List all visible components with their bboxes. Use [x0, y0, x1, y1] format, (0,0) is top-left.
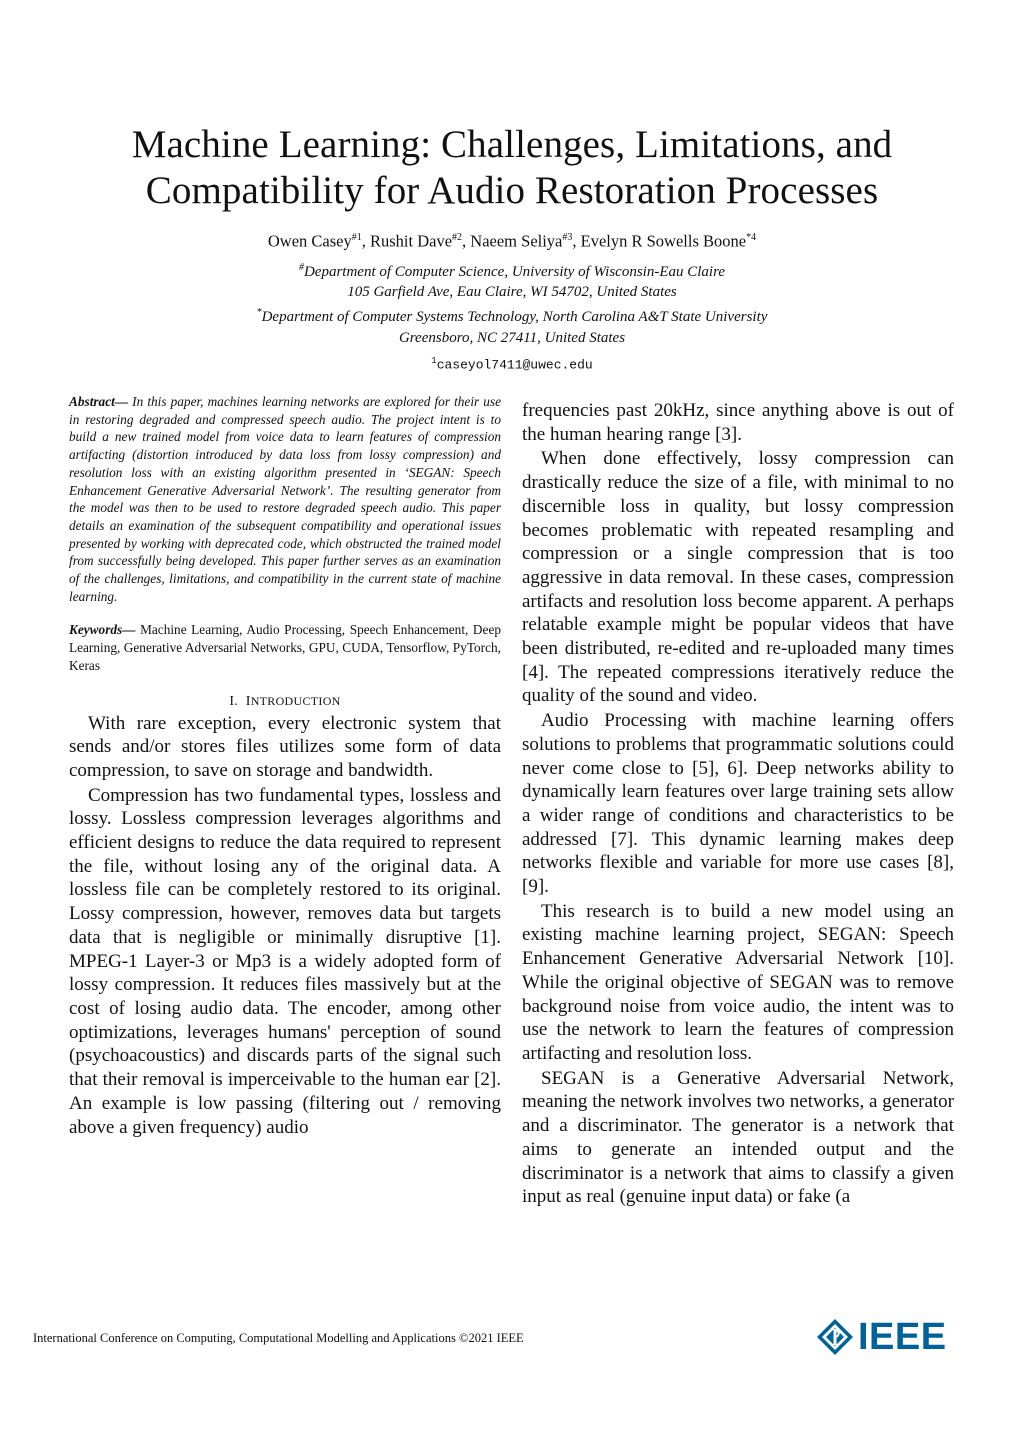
author-mark: #3 [562, 232, 573, 243]
title-line-1: Machine Learning: Challenges, Limitations, and [131, 123, 893, 166]
body-paragraph: When done effectively, lossy compression can drastically reduce the size of a file, with minimal to no discernible loss in quality, but lossy compression becomes problematic with repeated resampling and compression or a single compression that is too aggressive in data removal. In these cases, compression artifacts and resolution loss become apparent. A perhaps relatable example might be popular videos that have been distributed, re-edited and re-uploaded many times [4]. The repeated compressions iteratively reduce the quality of the sound and video. [522, 448, 954, 707]
section-number: I. [229, 693, 239, 709]
ieee-diamond-icon [816, 1318, 854, 1356]
footer-conference: International Conference on Computing, Computational Modelling and Applications ©2021 IEEE [33, 1331, 524, 1345]
author-name: Evelyn R Sowells Boone [580, 231, 747, 251]
email-mark: 1 [431, 356, 437, 366]
body-paragraph: SEGAN is a Generative Adversarial Network, meaning the network involves two networks, a generator and a discriminator. The generator is a network that aims to generate an intended output and the discriminator is a network that aims to classify a given input as real (genuine input data) or fake (a [522, 1067, 954, 1208]
body-paragraph: Compression has two fundamental types, lossless and lossy. Lossless compression leverages algorithms and efficient designs to reduce the data required to represent the file, without losing any of the original data. A lossless file can be completely restored to its original. Lossy compression, however, removes data but targets data that is negligible or minimally disruptive [1]. MPEG-1 Layer-3 or Mp3 is a widely adopted form of lossy compression. It reduces files massively but at the cost of losing audio data. The encoder, among other optimizations, leverages humans' perception of sound (psychoacoustics) and discards parts of the signal such that their removal is imperceivable to the human ear [2]. An example is low passing (filtering out / removing above a given frequency) audio [69, 784, 501, 1138]
author-name: Owen Casey [267, 231, 352, 251]
author-name: Naeem Seliya [470, 231, 563, 251]
left-column [69, 393, 501, 1140]
body-paragraph: With rare exception, every electronic system that sends and/or stores files utilizes some form of data compression, to save on storage and bandwidth. [69, 712, 501, 781]
author-email [0, 352, 1024, 374]
keywords-label: Keywords— [69, 622, 136, 638]
ieee-wordmark: IEEE [858, 1316, 947, 1358]
affiliation-line: Department of Computer Systems Technology, North Carolina A&T State University [261, 309, 768, 325]
affiliation-mark: * [256, 307, 262, 318]
paper-title [0, 122, 1024, 214]
affiliation-line: 105 Garfield Ave, Eau Claire, WI 54702, United States [347, 284, 677, 300]
author-mark: #2 [452, 232, 463, 243]
affiliation-2 [0, 303, 1024, 327]
affiliation-1 [0, 258, 1024, 302]
email-address[interactable]: caseyol7411@uwec.edu [436, 357, 593, 373]
author-mark: *4 [746, 232, 757, 243]
author-name: Rushit Dave [370, 231, 453, 251]
body-paragraph: Audio Processing with machine learning offers solutions to problems that programmatic solutions could never come close to [5], 6]. Deep networks ability to dynamically learn features over large training sets allow a wider range of conditions and characteristics to be addressed [7]. This dynamic learning makes deep networks flexible and variable for more use cases [8], [9]. [522, 710, 954, 898]
section-title-initial: I [245, 693, 251, 709]
body-paragraph: This research is to build a new model using an existing machine learning project, SEGAN: Speech Enhancement Generative Adversarial Network [10]. While the original objective of SEGAN was to remove background noise from voice audio, the intent was to use the network to learn the features of compression artifacting and resolution loss. [522, 900, 954, 1064]
abstract-label: Abstract— [69, 394, 129, 409]
section-heading-introduction [69, 691, 501, 712]
author-mark: #1 [351, 232, 362, 243]
affiliation-2-address [0, 328, 1024, 348]
author-list: Owen Casey$^{\#1}$, Rushit Dave$^{\#2}$, Naeem Seliya$^{\#3}$, Evelyn R Sowells Boone$^{*4}$ [267, 231, 757, 251]
body-paragraph-continued: frequencies past 20kHz, since anything above is out of the human hearing range [3]. [522, 400, 954, 445]
abstract [69, 393, 501, 605]
affiliation-line: Department of Computer Science, University of Wisconsin-Eau Claire [303, 264, 726, 280]
affiliation-mark: # [298, 262, 304, 273]
ieee-logo [816, 1316, 956, 1358]
section-title-rest: NTRODUCTION [250, 693, 341, 708]
title-line-2: Compatibility for Audio Restoration Processes [145, 169, 879, 212]
keywords [69, 621, 501, 674]
abstract-text: In this paper, machines learning networks are explored for their use in restoring degraded and compressed speech audio. The project intent is to build a new trained model from voice data to learn features of compression artifacting (distortion introduced by data loss from lossy compression) and resolution loss with an existing algorithm presented in ‘SEGAN: Speech Enhancement Generative Adversarial Network’. The resulting generator from the model was then to be used to restore degraded speech audio. This paper details an examination of the subsequent compatibility and operational issues presented by working with deprecated code, which obstructed the trained model from successfully being developed. This paper further serves as an examination of the challenges, limitations, and compatibility in the current state of machine learning. [69, 394, 501, 604]
keywords-text: Machine Learning, Audio Processing, Speech Enhancement, Deep Learning, Generative Adversarial Networks, GPU, CUDA, Tensorflow, PyTorch, Keras [69, 622, 501, 673]
right-column [522, 399, 954, 1210]
affiliation-line: Greensboro, NC 27411, United States [398, 330, 626, 346]
